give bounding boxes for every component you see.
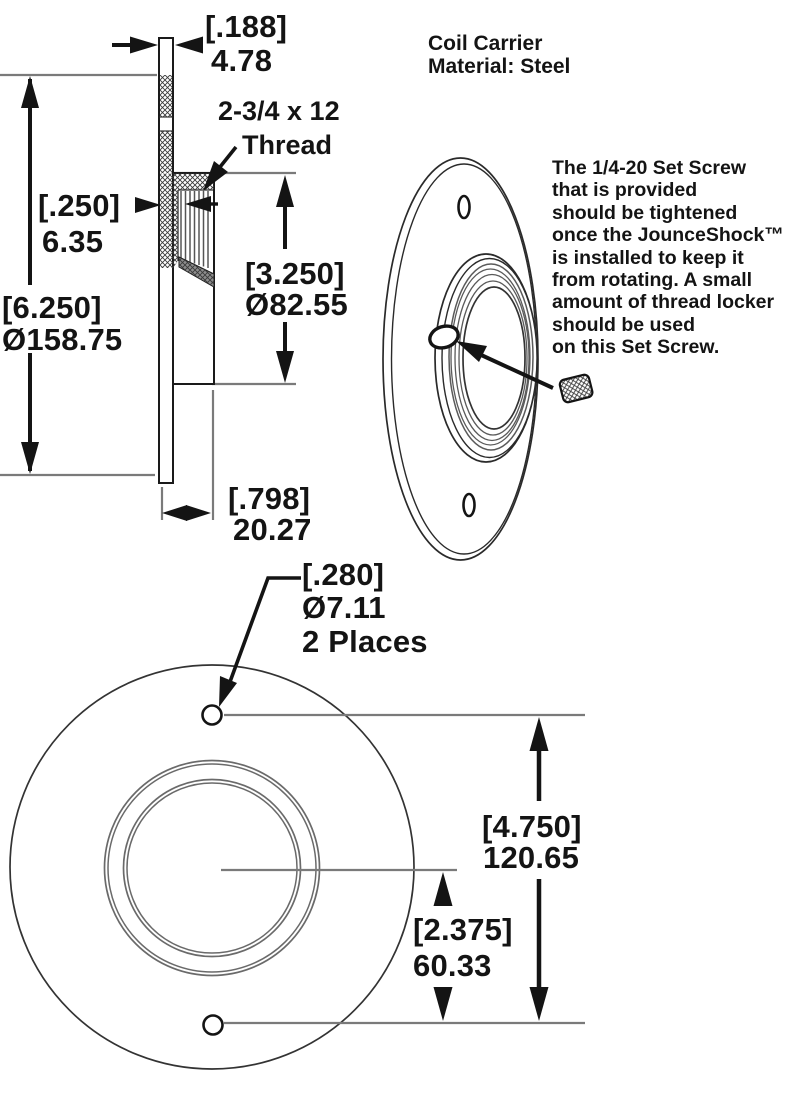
crosshatch-hub-left-wall bbox=[160, 190, 178, 268]
arrowhead-down bbox=[530, 987, 549, 1021]
dim-thickness-inch: [.188] bbox=[205, 9, 288, 44]
mounting-hole-bottom bbox=[204, 1016, 223, 1035]
mounting-hole-bottom bbox=[464, 494, 475, 516]
dim-hub-mm: Ø82.55 bbox=[245, 287, 348, 322]
dim-depth-inch: [.798] bbox=[228, 481, 311, 516]
arrowhead-down bbox=[21, 442, 39, 474]
dim-hole-mm: Ø7.11 bbox=[302, 590, 386, 625]
arrowhead-down bbox=[276, 351, 294, 383]
dim-outer-diameter bbox=[21, 76, 39, 474]
dim-hub-depth bbox=[162, 505, 211, 521]
note-line: is installed to keep it bbox=[552, 247, 744, 269]
arrowhead-right bbox=[186, 505, 211, 521]
thread-callout-line1: 2-3/4 x 12 bbox=[218, 96, 340, 126]
arrowhead-left bbox=[175, 37, 203, 54]
crosshatch-plate-lower bbox=[160, 131, 172, 173]
note-line: from rotating. A small bbox=[552, 269, 753, 291]
dim-bolt-circle-mm: 120.65 bbox=[483, 840, 580, 875]
arrowhead-right bbox=[135, 197, 161, 213]
dim-hub-inch: [3.250] bbox=[245, 256, 345, 291]
arrowhead-left bbox=[162, 505, 187, 521]
dim-outer-inch: [6.250] bbox=[2, 290, 102, 325]
arrowhead-down bbox=[434, 987, 453, 1021]
mounting-hole-top bbox=[459, 196, 470, 218]
dim-wall-mm: 6.35 bbox=[42, 224, 104, 259]
note-line: The 1/4-20 Set Screw bbox=[552, 157, 747, 179]
note-line: amount of thread locker bbox=[552, 291, 775, 313]
crosshatch-plate-upper bbox=[160, 75, 172, 117]
dim-offset-inch: [2.375] bbox=[413, 912, 513, 947]
thread-callout-line2: Thread bbox=[242, 130, 333, 160]
dim-plate-thickness bbox=[112, 37, 203, 54]
arrowhead-right bbox=[130, 37, 158, 54]
arrowhead-up bbox=[434, 872, 453, 906]
set-screw-body bbox=[559, 374, 594, 404]
arrowhead-up bbox=[21, 76, 39, 108]
note-line: should be used bbox=[552, 314, 696, 336]
note-line: should be tightened bbox=[552, 202, 738, 224]
dim-thickness-mm: 4.78 bbox=[211, 43, 273, 78]
dim-depth-mm: 20.27 bbox=[233, 512, 312, 547]
arrowhead-up bbox=[530, 717, 549, 751]
dim-hole-places: 2 Places bbox=[302, 624, 428, 659]
drawing-title: Coil Carrier bbox=[428, 32, 543, 55]
dim-bolt-circle-inch: [4.750] bbox=[482, 809, 582, 844]
bore-edge bbox=[463, 287, 525, 429]
dim-wall-inch: [.250] bbox=[38, 188, 121, 223]
arrowhead-up bbox=[276, 175, 294, 207]
note-line: once the JounceShock™ bbox=[552, 224, 784, 246]
dim-offset-mm: 60.33 bbox=[413, 948, 492, 983]
set-screw bbox=[559, 374, 594, 404]
dim-outer-mm: Ø158.75 bbox=[2, 322, 123, 357]
note-line: on this Set Screw. bbox=[552, 336, 720, 358]
dim-hole-inch: [.280] bbox=[302, 557, 385, 592]
leader-thread-callout bbox=[203, 147, 236, 191]
mounting-hole-top bbox=[203, 706, 222, 725]
drawing-material: Material: Steel bbox=[428, 55, 571, 78]
note-line: that is provided bbox=[552, 179, 698, 201]
